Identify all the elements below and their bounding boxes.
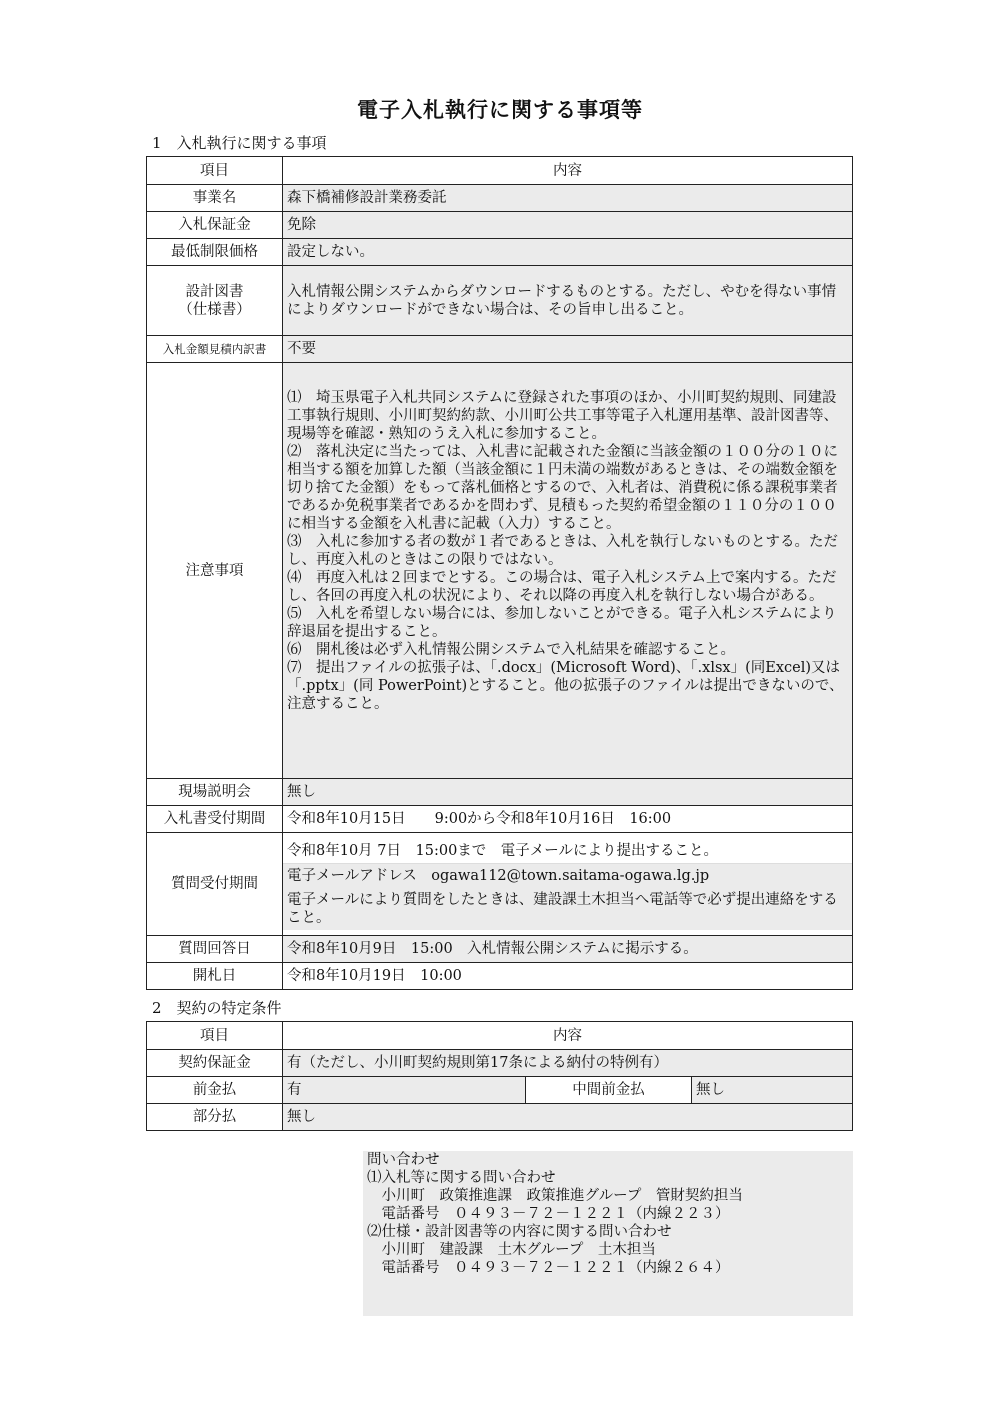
mid-advance-label: 中間前金払	[526, 1077, 692, 1104]
answer-date-label: 質問回答日	[147, 936, 283, 963]
bid-period-label: 入札書受付期間	[147, 806, 283, 833]
contact-line-5: 小川町 建設課 土木グループ 土木担当	[367, 1242, 656, 1258]
header-content: 内容	[283, 157, 853, 185]
min-price-value: 設定しない。	[283, 239, 853, 266]
questions-value	[283, 833, 853, 936]
design-docs-label	[147, 266, 283, 336]
row-min-price	[147, 239, 853, 266]
row-advance	[147, 1077, 853, 1104]
row-site-briefing	[147, 779, 853, 806]
contract-conditions-table	[146, 1021, 853, 1131]
note-item-2: ⑵ 落札決定に当たっては、入札書に記載された金額に当該金額の１００分の１０に相当する額を加算した額（当該金額に１円未満の端数があるときは、その端数金額を切り捨てた金額）をもって落札価格とするので、入札者は、消費税に係る課税事業者であるか免税事業者であるかを問わず、見積もった契約希望金額の１１０分の１００に相当する金額を入札書に記載（入力）すること。	[287, 444, 838, 532]
project-label: 事業名	[147, 185, 283, 212]
note-item-3: ⑶ 入札に参加する者の数が１者であるときは、入札を執行しないものとする。ただし、再度入札のときはこの限りではない。	[287, 534, 838, 568]
note-item-7: ⑺ 提出ファイルの拡張子は、「.docx」(Microsoft Word)、「.xlsx」(同Excel)又は「.pptx」(同 PowerPoint)とすること。他の拡張子のファイルは提出できないので、注意すること。	[287, 660, 844, 712]
header2-item: 項目	[147, 1022, 283, 1050]
row-questions	[147, 833, 853, 936]
opening-date-value: 令和8年10月19日 10:00	[283, 963, 853, 990]
design-docs-label-1: 設計図書	[185, 283, 244, 300]
row-partial	[147, 1104, 853, 1131]
min-price-label: 最低制限価格	[147, 239, 283, 266]
questions-email: 電子メールアドレス ogawa112@town.saitama-ogawa.lg.jp	[283, 863, 852, 888]
contact-heading: 問い合わせ	[367, 1152, 440, 1168]
row-project	[147, 185, 853, 212]
advance-value: 有	[283, 1077, 526, 1104]
section-2-heading: 2 契約の特定条件	[152, 999, 282, 1017]
row-design-docs	[147, 266, 853, 336]
section-1-heading: 1 入札執行に関する事項	[152, 134, 327, 152]
mid-advance-value: 無し	[692, 1077, 853, 1104]
partial-value: 無し	[283, 1104, 853, 1131]
contact-line-6: 電話番号 ０４９３－７２－１２２１（内線２６４）	[367, 1260, 730, 1276]
contract-bond-value: 有（ただし、小川町契約規則第17条による納付の特例有）	[283, 1050, 853, 1077]
bid-execution-table	[146, 156, 853, 990]
notes-label: 注意事項	[147, 363, 283, 779]
design-docs-label-2: （仕様書）	[178, 301, 251, 318]
note-item-4: ⑷ 再度入札は２回までとする。この場合は、電子入札システム上で案内する。ただし、各回の再度入札の状況により、それ以降の再度入札を執行しない場合がある。	[287, 570, 837, 604]
note-item-5: ⑸ 入札を希望しない場合には、参加しないことができる。電子入札システムにより辞退届を提出すること。	[287, 606, 837, 640]
site-briefing-label: 現場説明会	[147, 779, 283, 806]
row-bond	[147, 212, 853, 239]
row-notes	[147, 363, 853, 779]
bond-value: 免除	[283, 212, 853, 239]
notes-value	[283, 363, 853, 779]
project-value: 森下橋補修設計業務委託	[283, 185, 853, 212]
contact-line-4: ⑵仕様・設計図書等の内容に関する問い合わせ	[367, 1224, 672, 1240]
contact-line-3: 電話番号 ０４９３－７２－１２２１（内線２２３）	[367, 1206, 730, 1222]
opening-date-label: 開札日	[147, 963, 283, 990]
row-opening-date	[147, 963, 853, 990]
estimate-label: 入札金額見積内訳書	[147, 336, 283, 363]
row-contract-bond	[147, 1050, 853, 1077]
questions-line-1: 令和8年10月 7日 15:00まで 電子メールにより提出すること。	[287, 842, 719, 859]
questions-line-3: 電子メールにより質問をしたときは、建設課土木担当へ電話等で必ず提出連絡をすること。	[283, 888, 852, 930]
table-header-row	[147, 157, 853, 185]
note-item-1: ⑴ 埼玉県電子入札共同システムに登録された事項のほか、小川町契約規則、同建設工事執行規則、小川町契約約款、小川町公共工事等電子入札運用基準、設計図書等、現場等を確認・熟知のうえ入札に参加すること。	[287, 390, 838, 442]
design-docs-value: 入札情報公開システムからダウンロードするものとする。ただし、やむを得ない事情によりダウンロードができない場合は、その旨申し出ること。	[283, 266, 853, 336]
advance-label: 前金払	[147, 1077, 283, 1104]
note-item-6: ⑹ 開札後は必ず入札情報公開システムで入札結果を確認すること。	[287, 642, 736, 658]
row-estimate	[147, 336, 853, 363]
estimate-value: 不要	[283, 336, 853, 363]
questions-label: 質問受付期間	[147, 833, 283, 936]
answer-date-value: 令和8年10月9日 15:00 入札情報公開システムに掲示する。	[283, 936, 853, 963]
site-briefing-value: 無し	[283, 779, 853, 806]
contract-bond-label: 契約保証金	[147, 1050, 283, 1077]
contact-box	[363, 1151, 853, 1316]
row-bid-period	[147, 806, 853, 833]
contact-line-1: ⑴入札等に関する問い合わせ	[367, 1170, 556, 1186]
contact-line-2: 小川町 政策推進課 政策推進グループ 管財契約担当	[367, 1188, 743, 1204]
page-title: 電子入札執行に関する事項等	[357, 97, 643, 122]
header-item: 項目	[147, 157, 283, 185]
partial-label: 部分払	[147, 1104, 283, 1131]
row-answer-date	[147, 936, 853, 963]
table2-header-row	[147, 1022, 853, 1050]
bid-period-value: 令和8年10月15日 9:00から令和8年10月16日 16:00	[283, 806, 853, 833]
bond-label: 入札保証金	[147, 212, 283, 239]
header2-content: 内容	[283, 1022, 853, 1050]
